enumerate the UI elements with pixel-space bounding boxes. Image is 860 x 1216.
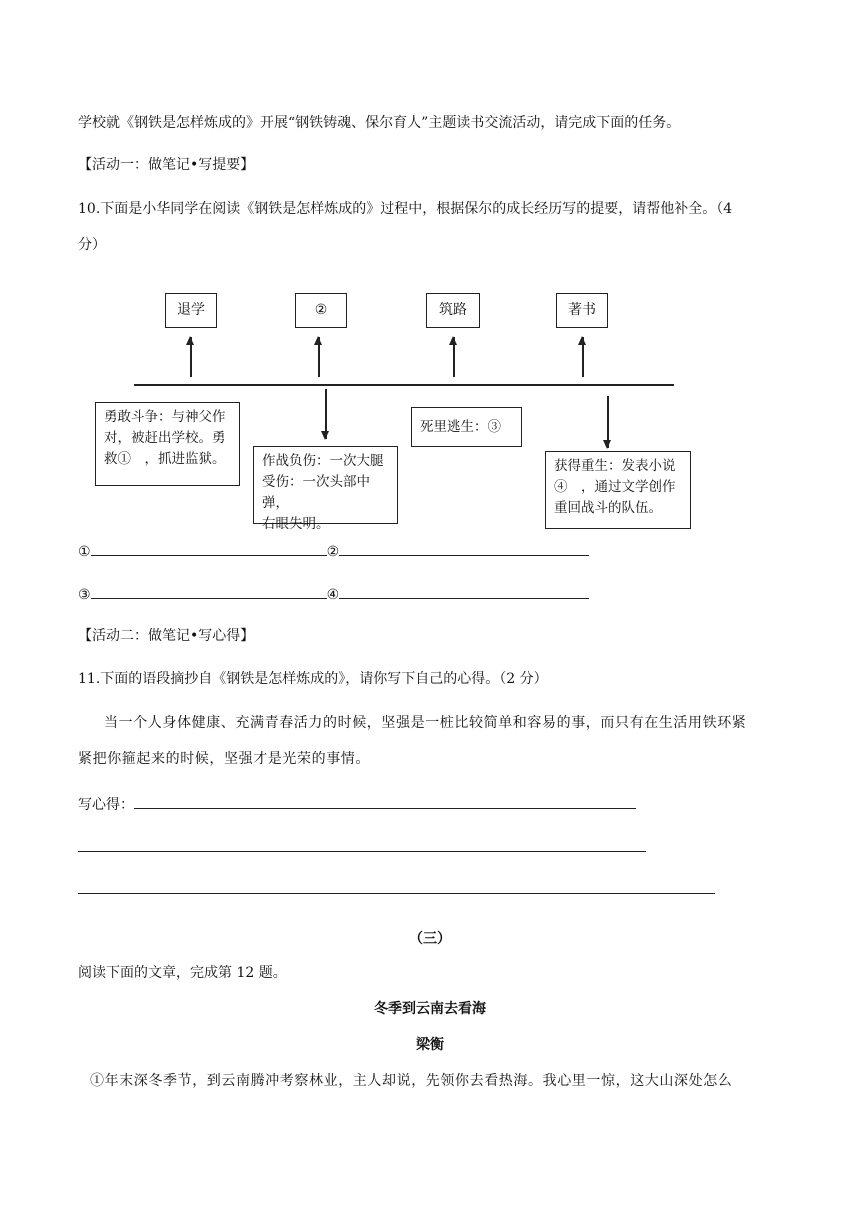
blank-1-field[interactable] [91,541,327,556]
write-label: 写心得： [78,797,134,813]
blank-3-label: ③ [78,587,91,603]
intro-text: 学校就《钢铁是怎样炼成的》开展“钢铁铸魂、保尔育人”主题读书交流活动，请完成下面的任务。 [78,115,681,131]
event-box-4 [545,451,691,529]
blank-row-2 [78,584,589,604]
event-box-2-line3: 右眼失明。 [262,516,330,532]
event-box-2-line1: 作战负伤：一次大腿 [262,453,384,469]
label-tuixue: 退学 [165,293,217,328]
event-box-4-line3: 重回战斗的队伍。 [554,500,662,516]
arrow-up-2 [318,337,320,377]
blank-4-label: ④ [326,587,340,603]
timeline-axis [134,384,674,386]
event-box-3 [411,407,522,447]
quote-line2: 紧把你箍起来的时候，坚强才是光荣的事情。 [78,751,370,767]
article-paragraph-1: ①年末深冬季节，到云南腾冲考察林业，主人却说，先领你去看热海。我心里一惊，这大山深处怎么 [90,1073,733,1089]
event-box-1-line3: 救① ，抓进监狱。 [104,451,226,467]
arrow-up-4 [582,337,584,377]
event-box-2-line2: 受伤：一次头部中弹， [262,474,370,511]
write-field-3[interactable] [78,893,715,894]
blank-row-1 [78,541,589,561]
activity2-heading: 【活动二：做笔记•写心得】 [78,628,255,644]
event-box-1-line2: 对，被赶出学校。勇 [104,430,226,446]
article-author: 梁衡 [416,1037,444,1053]
quote-line1: 当一个人身体健康、充满青春活力的时候，坚强是一桩比较简单和容易的事，而只有在生活用铁环紧 [104,715,747,731]
label-zhushu: 著书 [556,293,608,328]
blank-2-label: ② [326,544,340,560]
event-box-1-line1: 勇敢斗争：与神父作 [104,409,226,425]
activity1-heading: 【活动一：做笔记•写提要】 [78,157,255,173]
event-box-3-line1: 死里逃生：③ [420,418,501,435]
section-3-heading: （三） [409,931,451,947]
label-zhulu: 筑路 [426,293,480,328]
arrow-down-2 [607,396,609,448]
blank-2-field[interactable] [339,541,589,556]
blank-3-field[interactable] [91,584,327,599]
blank-4-field[interactable] [339,584,589,599]
arrow-up-3 [453,337,455,377]
event-box-4-line1: 获得重生：发表小说 [554,458,676,474]
read-instruction: 阅读下面的文章，完成第 12 题。 [78,965,287,981]
label-blank-2: ② [295,293,347,328]
q11-text: 11.下面的语段摘抄自《钢铁是怎样炼成的》，请你写下自己的心得。（2 分） [78,671,548,687]
q10-line2: 分） [78,237,106,253]
write-field-2[interactable] [78,851,646,852]
event-box-1 [95,402,240,486]
arrow-up-1 [190,337,192,377]
write-row [78,794,636,814]
q10-line1: 10.下面是小华同学在阅读《钢铁是怎样炼成的》过程中，根据保尔的成长经历写的提要，请帮他补全。（4 [78,201,733,217]
article-title: 冬季到云南去看海 [374,1001,486,1017]
arrow-down-1 [325,389,327,439]
event-box-4-line2: ④ ，通过文学创作 [554,479,676,495]
write-field-1[interactable] [134,794,636,809]
blank-1-label: ① [78,544,91,560]
event-box-2 [253,446,398,532]
